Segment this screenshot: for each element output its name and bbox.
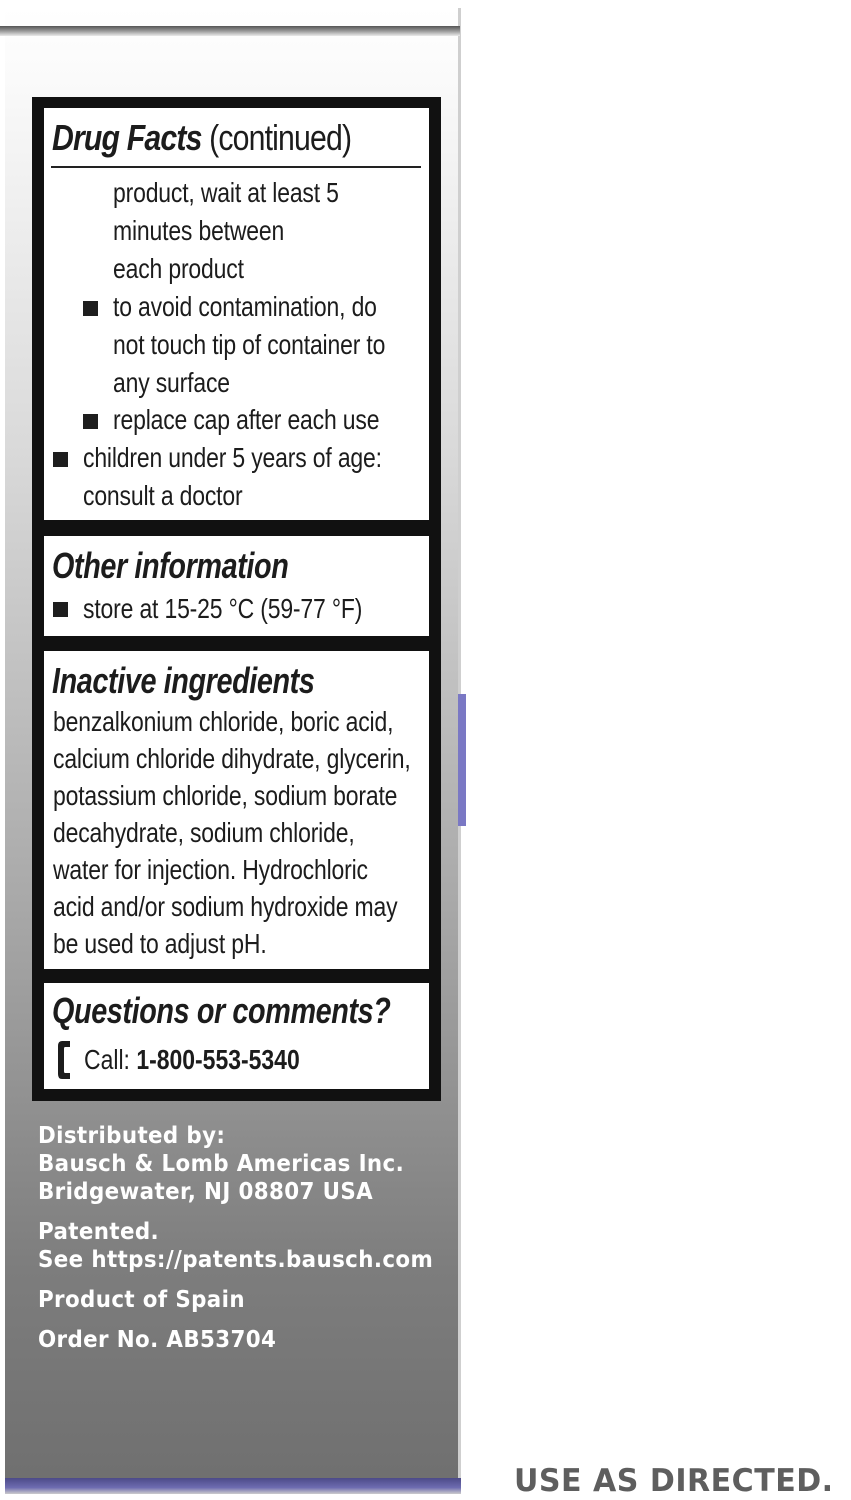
ingredients-line: calcium chloride dihydrate, glycerin,: [53, 743, 411, 774]
ingredients-line: water for injection. Hydrochloric: [53, 854, 368, 885]
other-information-heading: Other information: [52, 545, 289, 586]
directions-line: replace cap after each use: [113, 404, 380, 435]
company-address: Bridgewater, NJ 08807 USA: [38, 1179, 374, 1205]
bullet-icon: [53, 452, 68, 467]
use-as-directed-slogan: USE AS DIRECTED.: [514, 1463, 834, 1499]
directions-line: minutes between: [113, 215, 285, 246]
company-name: Bausch & Lomb Americas Inc.: [38, 1151, 405, 1177]
call-line: Call: 1-800-553-5340: [84, 1044, 300, 1075]
purple-accent-tab: [458, 694, 466, 826]
box-bottom-edge: [5, 1478, 461, 1494]
questions-panel: [44, 983, 429, 1089]
directions-line: to avoid contamination, do: [113, 291, 377, 322]
title-divider: [51, 166, 421, 168]
bullet-icon: [83, 414, 98, 429]
directions-line: product, wait at least 5: [113, 177, 339, 208]
ingredients-line: be used to adjust pH.: [53, 928, 267, 959]
ingredients-line: benzalkonium chloride, boric acid,: [53, 706, 394, 737]
phone-icon: [56, 1039, 76, 1081]
order-number: Order No. AB53704: [38, 1327, 277, 1353]
phone-number: 1-800-553-5340: [136, 1044, 300, 1075]
inactive-ingredients-panel: [44, 651, 429, 969]
patent-url: See https://patents.bausch.com: [38, 1247, 434, 1273]
patented-label: Patented.: [38, 1219, 160, 1245]
bullet-icon: [83, 301, 98, 316]
storage-line: store at 15-25 °C (59-77 °F): [83, 593, 363, 624]
directions-line: children under 5 years of age:: [83, 442, 382, 473]
distributed-by-label: Distributed by:: [38, 1123, 226, 1149]
directions-line: each product: [113, 253, 244, 284]
drug-facts-panel: [44, 108, 429, 520]
ingredients-line: potassium chloride, sodium borate: [53, 780, 398, 811]
ingredients-line: decahydrate, sodium chloride,: [53, 817, 355, 848]
inactive-ingredients-heading: Inactive ingredients: [52, 660, 315, 701]
questions-heading: Questions or comments?: [52, 990, 391, 1031]
ingredients-line: acid and/or sodium hydroxide may: [53, 891, 398, 922]
box-top-edge: [0, 26, 460, 36]
product-origin: Product of Spain: [38, 1287, 245, 1313]
directions-line: consult a doctor: [83, 480, 243, 511]
drug-facts-title: Drug Facts (continued): [52, 117, 352, 158]
directions-line: not touch tip of container to: [113, 329, 386, 360]
directions-line: any surface: [113, 367, 230, 398]
bullet-icon: [53, 602, 68, 617]
other-information-panel: [44, 536, 429, 636]
